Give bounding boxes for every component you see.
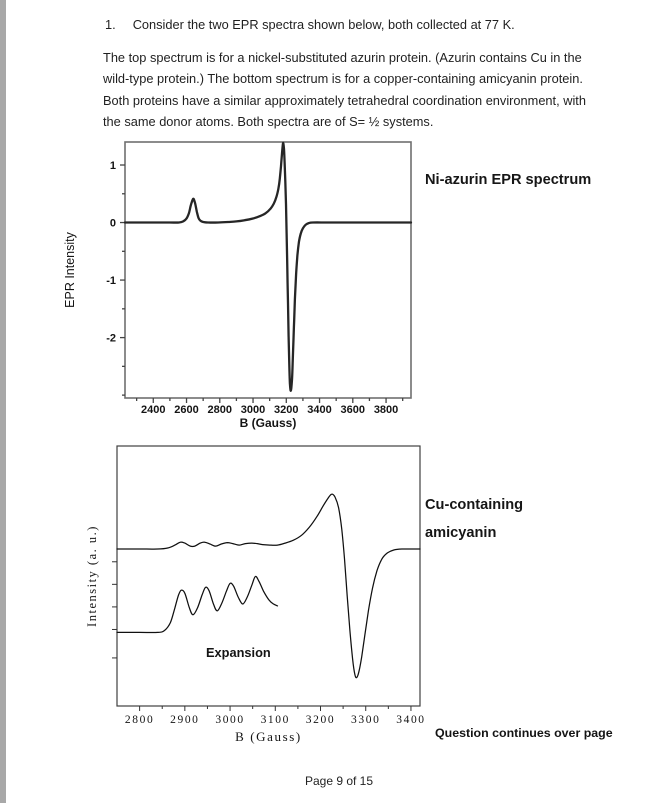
axis-ticks	[112, 562, 411, 711]
top-chart-title: Ni-azurin EPR spectrum	[425, 172, 592, 188]
paragraph-line-3: Both proteins have a similar approximately tetrahedral coordination environment, with	[103, 92, 586, 108]
page-number: Page 9 of 15	[304, 774, 374, 788]
page-left-edge	[0, 0, 6, 803]
y-axis-label: EPR Intensity	[63, 232, 77, 308]
cu-amicyanin-epr-chart	[85, 440, 445, 750]
x-axis-label: B (Gauss)	[239, 416, 297, 430]
footer-continuation-note: Question continues over page	[435, 726, 613, 740]
bottom-chart-title-line2: amicyanin	[425, 525, 497, 541]
paragraph-line-2: wild-type protein.) The bottom spectrum is for a copper-containing amicyanin protein.	[103, 71, 583, 87]
plot-frame	[117, 446, 420, 706]
plot-frame	[125, 142, 411, 398]
axis-tick-labels	[125, 714, 426, 726]
svg-text:3800: 3800	[373, 404, 399, 416]
svg-text:3200: 3200	[274, 404, 299, 416]
question-line	[105, 16, 515, 34]
paragraph-line-4: the same donor atoms. Both spectra are of S= ½ systems.	[103, 113, 434, 129]
svg-text:-1: -1	[106, 275, 116, 288]
y-axis-label: Intensity (a. u.)	[85, 525, 99, 627]
paragraph-line-1: The top spectrum is for a nickel-substituted azurin protein. (Azurin contains Cu in the	[103, 50, 582, 65]
svg-text:3400: 3400	[307, 404, 332, 416]
cu-amicyanin-expansion-trace	[117, 576, 278, 632]
svg-text:0: 0	[109, 217, 116, 230]
axis-ticks	[120, 165, 403, 403]
svg-text:1: 1	[109, 160, 116, 173]
svg-text:3400: 3400	[396, 714, 426, 726]
question-paragraph	[103, 47, 613, 132]
svg-text:2800: 2800	[124, 714, 155, 726]
question-number: 1.	[105, 17, 116, 32]
ni-azurin-epr-chart	[60, 135, 440, 440]
svg-text:3000: 3000	[215, 714, 245, 726]
svg-text:3100: 3100	[260, 714, 290, 726]
svg-text:-2: -2	[106, 332, 116, 345]
ni-azurin-epr-trace	[125, 143, 411, 391]
bottom-chart-title-line1: Cu-containing	[425, 497, 524, 513]
x-axis-label: B (Gauss)	[235, 729, 302, 744]
svg-text:2600: 2600	[174, 404, 199, 416]
expansion-annotation: Expansion	[206, 645, 271, 660]
svg-text:2900: 2900	[170, 714, 200, 726]
axis-tick-labels	[106, 160, 398, 416]
svg-text:3200: 3200	[305, 714, 336, 726]
question-intro: Consider the two EPR spectra shown below, both collected at 77 K.	[132, 17, 515, 32]
svg-text:3300: 3300	[351, 714, 381, 726]
svg-text:2800: 2800	[207, 404, 233, 416]
svg-text:2400: 2400	[141, 404, 166, 416]
svg-text:3600: 3600	[340, 404, 366, 416]
svg-text:3000: 3000	[240, 404, 266, 416]
